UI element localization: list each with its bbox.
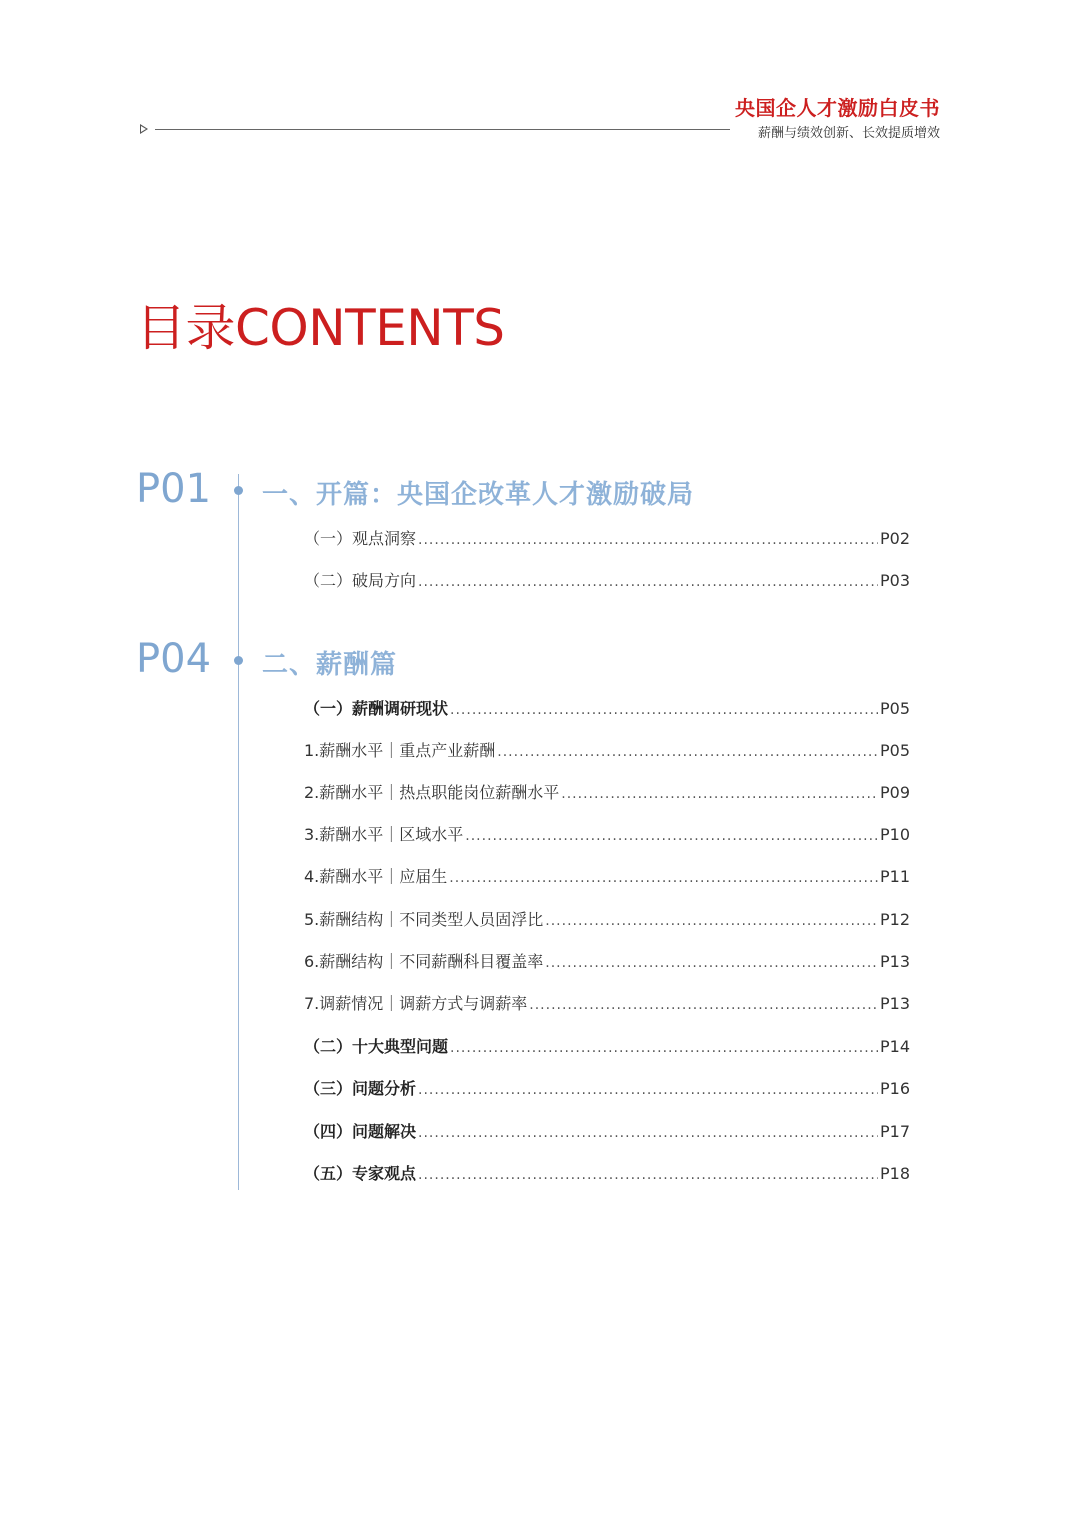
header-title: 央国企人才激励白皮书 [735,96,940,120]
dot-leader [418,532,878,548]
toc-entry-label: （二）破局方向 [304,571,417,590]
timeline-line [238,474,239,1190]
dot-leader [418,574,878,590]
toc-entry-label: 2.薪酬水平｜热点职能岗位薪酬水平 [304,783,560,802]
toc-entry[interactable] [304,991,910,1015]
dot-leader [529,997,878,1013]
toc-entry-label: 1.薪酬水平｜重点产业薪酬 [304,741,496,760]
toc-entry-page: P16 [879,1079,910,1098]
toc-entry-page: P03 [879,571,910,590]
toc-entry-page: P13 [879,952,910,971]
toc-entry[interactable] [304,1161,910,1185]
triangle-arrow-icon [140,124,148,134]
toc-entry-label: （五）专家观点 [304,1164,417,1183]
dot-leader [418,1167,878,1183]
toc-entry-label: （四）问题解决 [304,1122,417,1141]
toc-entry[interactable] [304,1034,910,1058]
toc-entry[interactable] [304,822,910,846]
toc-entry-label: 4.薪酬水平｜应届生 [304,867,448,886]
toc-entry-page: P12 [879,910,910,929]
dot-leader [545,955,878,971]
toc-entry-page: P11 [879,867,910,886]
toc-entry-page: P10 [879,825,910,844]
toc-entry-page: P13 [879,994,910,1013]
toc-entry[interactable] [304,526,910,550]
toc-entry-page: P14 [879,1037,910,1056]
toc-entry-label: 6.薪酬结构｜不同薪酬科目覆盖率 [304,952,544,971]
toc-entry-label: （一）观点洞察 [304,529,417,548]
toc-entry-label: （一）薪酬调研现状 [304,699,449,718]
toc-entry[interactable] [304,738,910,762]
page-title: 目录CONTENTS [136,299,505,357]
section-title: 二、薪酬篇 [262,650,398,680]
dot-leader [449,870,878,886]
section-page-number: P04 [136,636,212,682]
dot-leader [450,1040,878,1056]
toc-entry[interactable] [304,949,910,973]
dot-leader [545,913,878,929]
toc-entry[interactable] [304,780,910,804]
toc-entry-label: （三）问题分析 [304,1079,417,1098]
dot-leader [418,1125,878,1141]
dot-leader [561,786,878,802]
dot-leader [497,744,878,760]
toc-entry-label: 5.薪酬结构｜不同类型人员固浮比 [304,910,544,929]
toc-entry[interactable] [304,1119,910,1143]
toc-entry[interactable] [304,696,910,720]
section-title: 一、开篇：央国企改革人才激励破局 [262,480,695,510]
toc-entry-page: P09 [879,783,910,802]
toc-entry-page: P17 [879,1122,910,1141]
toc-entry-page: P05 [879,699,910,718]
section-page-number: P01 [136,466,212,512]
toc-entry-label: 3.薪酬水平｜区域水平 [304,825,464,844]
toc-entry[interactable] [304,907,910,931]
timeline-dot-icon [234,656,243,665]
toc-entry[interactable] [304,1076,910,1100]
toc-entry-page: P18 [879,1164,910,1183]
toc-entry-page: P05 [879,741,910,760]
toc-entry[interactable] [304,864,910,888]
dot-leader [418,1082,878,1098]
toc-entry-page: P02 [879,529,910,548]
toc-entry-label: 7.调薪情况｜调薪方式与调薪率 [304,994,528,1013]
dot-leader [450,702,878,718]
toc-entry-label: （二）十大典型问题 [304,1037,449,1056]
header-subtitle: 薪酬与绩效创新、长效提质增效 [757,126,940,141]
dot-leader [465,828,878,844]
toc-entry[interactable] [304,568,910,592]
header-divider [155,129,730,130]
timeline-dot-icon [234,486,243,495]
